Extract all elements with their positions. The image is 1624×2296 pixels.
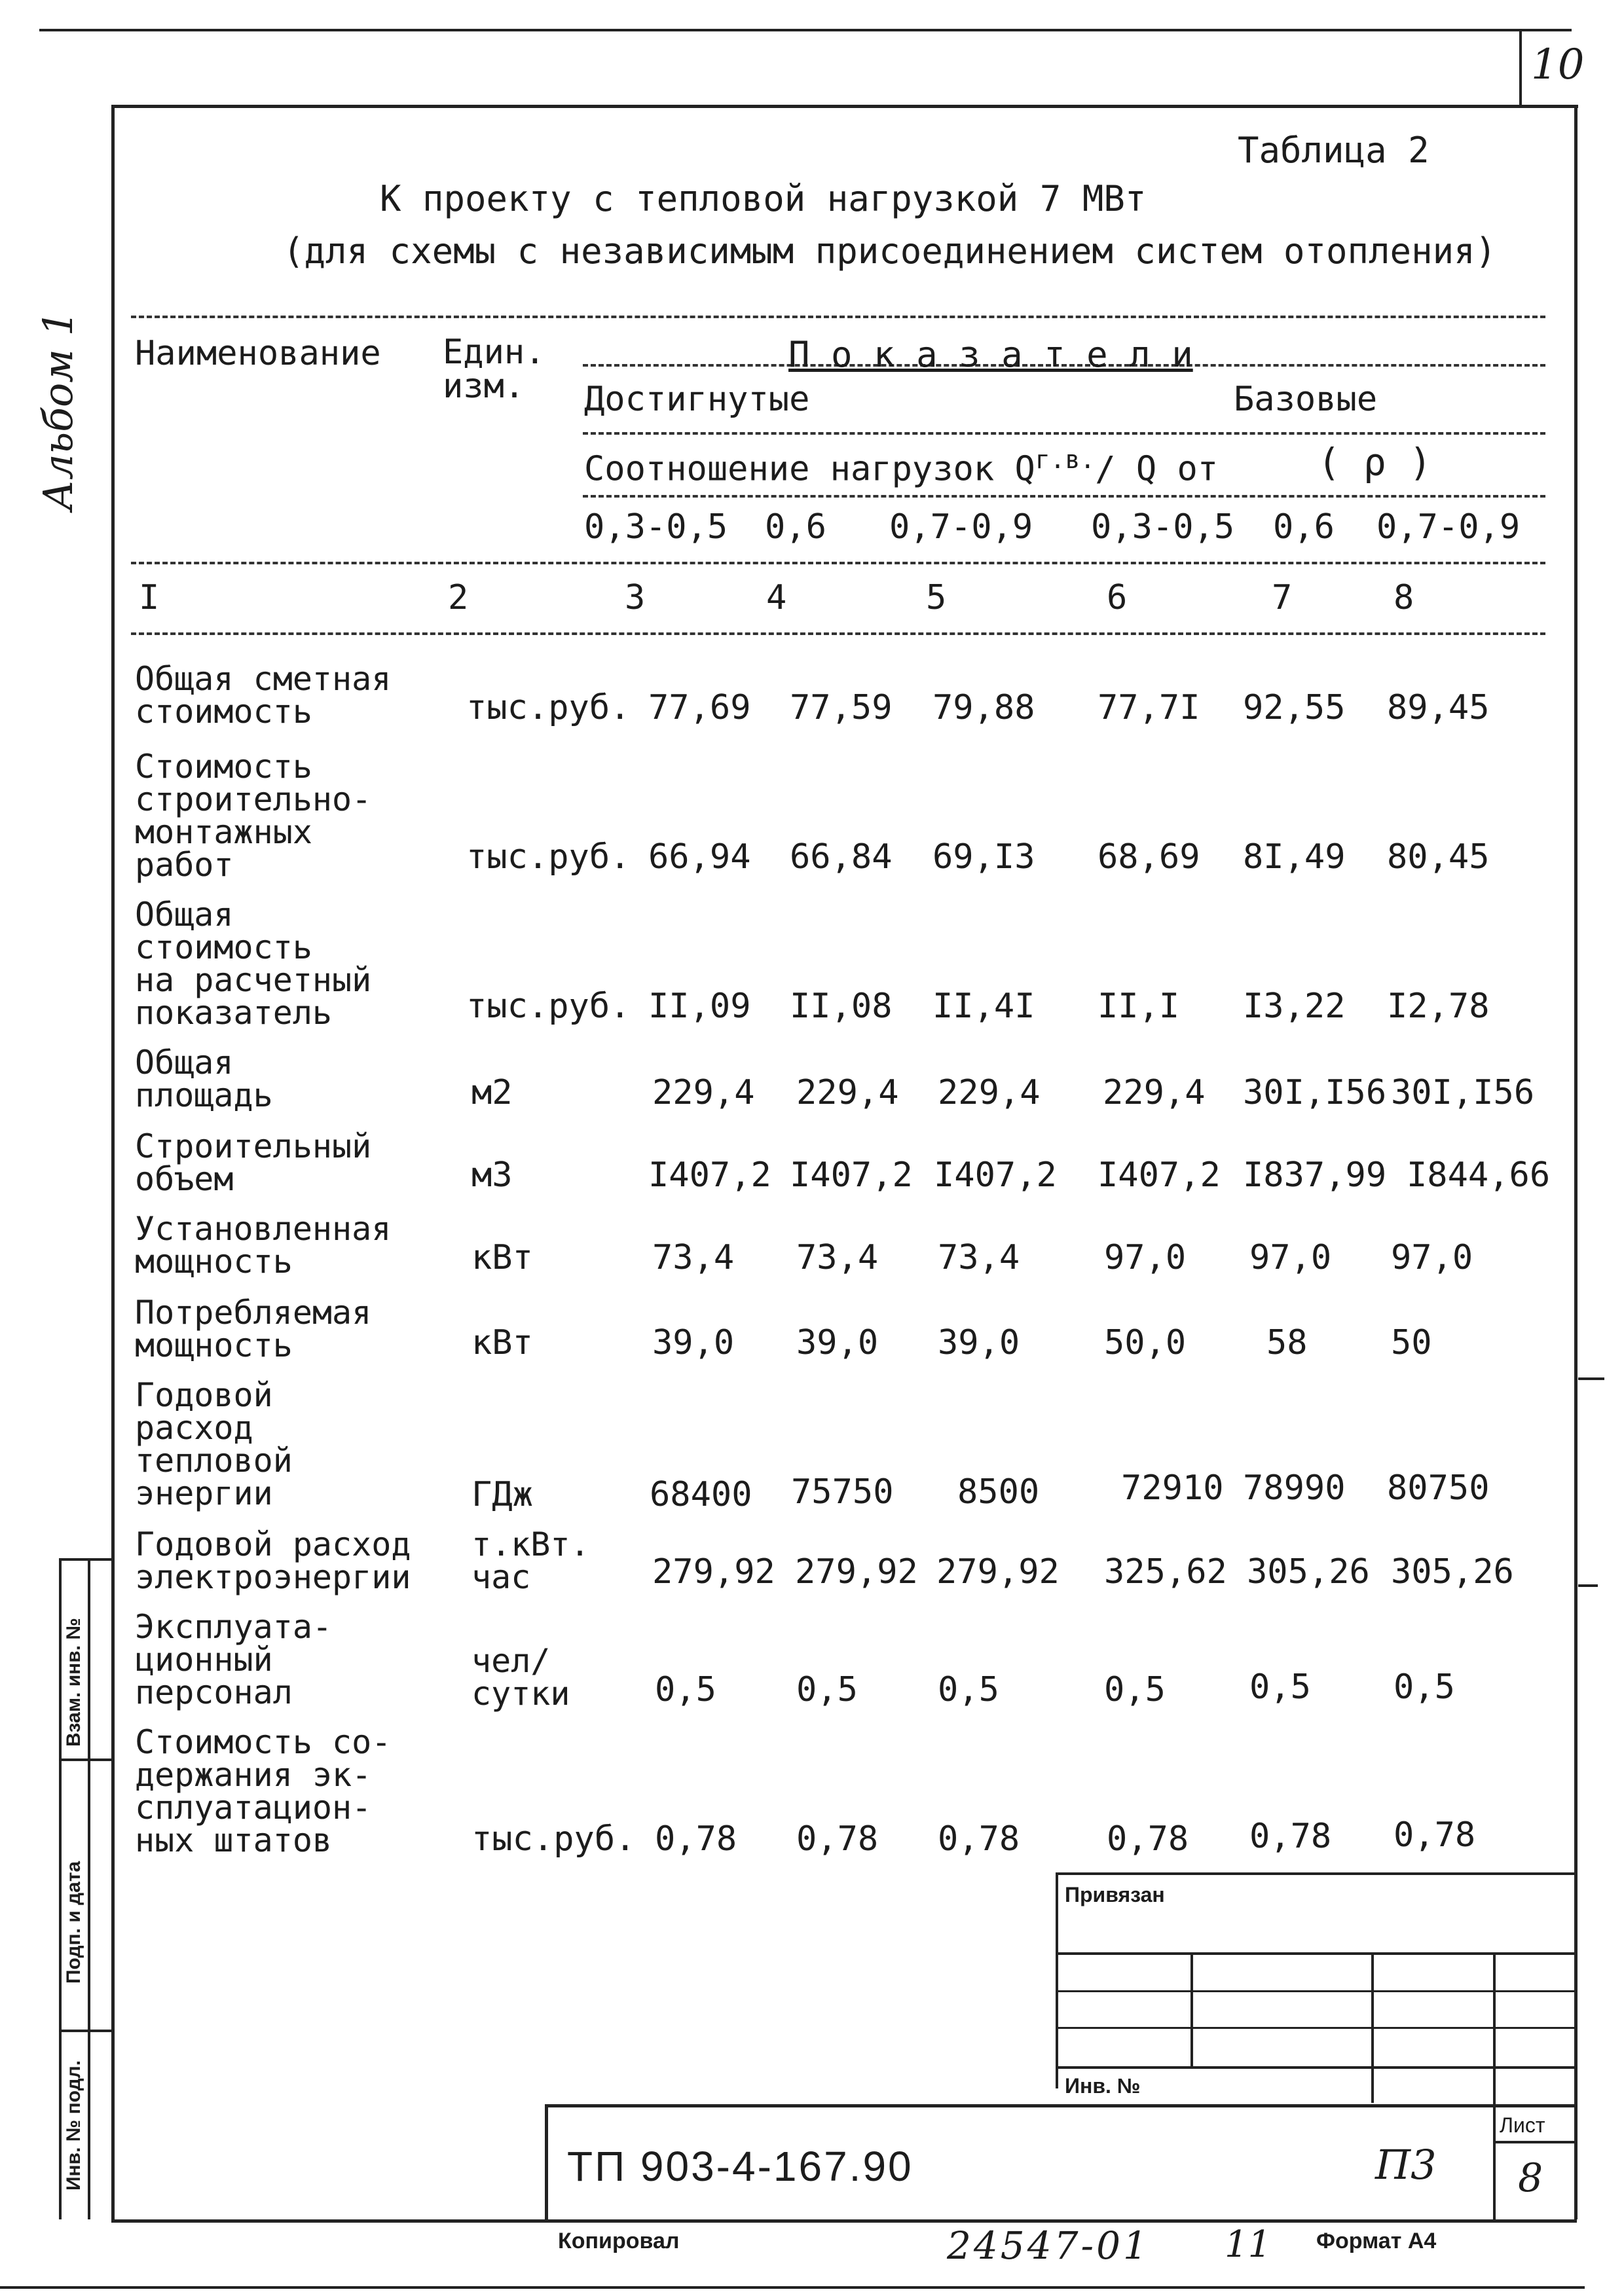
row-4-name: Общая площадь [135, 1044, 273, 1114]
title-block-left [545, 2104, 548, 2219]
row-9-v1: 279,92 [652, 1552, 775, 1592]
row-6-v1: 73,4 [652, 1238, 735, 1277]
row-1-name: Общая сметная стоимость [135, 660, 392, 731]
row-11-unit: тыс.руб. [471, 1819, 636, 1859]
footer-bottom-line [0, 2286, 1585, 2289]
album-label: Альбом 1 [34, 310, 82, 511]
row-9-v4: 325,62 [1104, 1552, 1227, 1592]
row-5-v5: I837,99 [1243, 1156, 1387, 1195]
row-8-v6: 80750 [1387, 1468, 1490, 1508]
row-4-v1: 229,4 [652, 1073, 755, 1112]
row-2-v3: 69,I3 [932, 837, 1035, 877]
sheet-label: Лист [1500, 2113, 1545, 2137]
row-9-v2: 279,92 [795, 1552, 918, 1592]
inv-no-label: Инв. № [1065, 2074, 1141, 2098]
col-number-4: 4 [766, 578, 787, 617]
frame-right-line [1574, 105, 1578, 2219]
edge-mark-2 [1578, 1584, 1598, 1587]
row-3-v5: I3,22 [1243, 987, 1346, 1026]
row-6-v5: 97,0 [1249, 1238, 1332, 1277]
row-4-v4: 229,4 [1103, 1073, 1206, 1112]
bound-grid-h3 [1056, 2027, 1574, 2029]
col-number-8: 8 [1393, 578, 1414, 617]
row-11-v2: 0,78 [796, 1819, 879, 1859]
row-5-v4: I407,2 [1098, 1156, 1221, 1195]
row-4-v6: 30I,I56 [1391, 1073, 1535, 1112]
row-1-v6: 89,45 [1387, 688, 1490, 727]
header-name: Наименование [135, 334, 381, 373]
side-label-inv-orig: Инв. № подл. [63, 2060, 84, 2191]
copied-label: Копировал [558, 2229, 680, 2253]
header-achieved: Достигнутые [584, 380, 810, 419]
row-2-v4: 68,69 [1098, 837, 1200, 877]
bound-stamp-left [1056, 1872, 1058, 2088]
side-stamp-div-2 [59, 2030, 111, 2032]
col-number-6: 6 [1107, 578, 1128, 617]
row-4-v2: 229,4 [796, 1073, 899, 1112]
range-2: 0,6 [765, 507, 826, 547]
header-bottom-line [131, 562, 1545, 564]
frame-left-line [111, 105, 115, 2219]
row-4-v5: 30I,I56 [1243, 1073, 1387, 1112]
row-7-v2: 39,0 [796, 1323, 879, 1362]
range-6: 0,7-0,9 [1376, 507, 1521, 547]
row-9-v5: 305,26 [1247, 1552, 1370, 1592]
ratio-mid-text: / Q от [1095, 449, 1219, 489]
range-1: 0,3-0,5 [584, 507, 728, 547]
row-2-unit: тыс.руб. [466, 837, 631, 877]
bound-grid-v3 [1493, 1952, 1496, 2219]
bound-grid-v1 [1190, 1952, 1193, 2066]
row-6-v3: 73,4 [938, 1238, 1020, 1277]
col-number-1: I [139, 578, 160, 617]
row-6-v6: 97,0 [1391, 1238, 1473, 1277]
row-1-v2: 77,59 [790, 688, 893, 727]
row-2-v2: 66,84 [790, 837, 893, 877]
edge-mark-1 [1578, 1377, 1604, 1380]
col-number-5: 5 [926, 578, 947, 617]
col-number-2: 2 [448, 578, 469, 617]
header-ratio [584, 445, 1218, 488]
header-indicators: П о к а з а т е л и [788, 334, 1193, 375]
row-3-v3: II,4I [932, 987, 1035, 1026]
frame-bottom-line [111, 2219, 1577, 2223]
bound-stamp-top [1056, 1872, 1574, 1875]
row-10-v6: 0,5 [1393, 1667, 1455, 1707]
title-line-1: К проекту с тепловой нагрузкой 7 МВт [380, 178, 1147, 219]
row-6-unit: кВт [471, 1238, 533, 1277]
doc-code: ТП 903-4-167.90 [567, 2143, 913, 2190]
row-3-unit: тыс.руб. [466, 987, 631, 1026]
row-7-v6: 50 [1391, 1323, 1432, 1362]
row-6-v4: 97,0 [1104, 1238, 1187, 1277]
range-5: 0,6 [1273, 507, 1335, 547]
row-1-v4: 77,7I [1098, 688, 1200, 727]
row-3-v2: II,08 [790, 987, 893, 1026]
bound-label: Привязан [1065, 1883, 1165, 1906]
row-11-v6: 0,78 [1393, 1815, 1476, 1855]
row-11-v1: 0,78 [655, 1819, 737, 1859]
row-8-v1: 68400 [650, 1475, 752, 1514]
row-5-v6: I844,66 [1407, 1156, 1551, 1195]
row-1-v5: 92,55 [1243, 688, 1346, 727]
row-7-v5: 58 [1266, 1323, 1308, 1362]
row-10-v1: 0,5 [655, 1670, 716, 1709]
row-3-v6: I2,78 [1387, 987, 1490, 1026]
row-3-name: Общая стоимость на расчетный показатель [135, 896, 372, 1032]
side-label-sign-date: Подп. и дата [63, 1861, 84, 1984]
row-8-v3: 8500 [957, 1472, 1040, 1512]
row-7-v1: 39,0 [652, 1323, 735, 1362]
row-6-name: Установленная мощность [135, 1210, 392, 1281]
row-9-unit: т.кВт. час [471, 1525, 590, 1596]
range-3: 0,7-0,9 [889, 507, 1033, 547]
side-stamp-div-1 [59, 1758, 111, 1761]
row-4-v3: 229,4 [938, 1073, 1041, 1112]
bound-grid-h2 [1056, 1990, 1574, 1992]
row-8-name: Годовой расход тепловой энергии [135, 1376, 293, 1512]
row-2-name: Стоимость строительно- монтажных работ [135, 748, 372, 884]
row-5-unit: м3 [471, 1156, 513, 1195]
row-8-v2: 75750 [791, 1472, 894, 1512]
bound-grid-v2 [1371, 1952, 1374, 2103]
row-6-v2: 73,4 [796, 1238, 879, 1277]
row-5-v3: I407,2 [934, 1156, 1057, 1195]
row-5-v1: I407,2 [648, 1156, 771, 1195]
row-1-v1: 77,69 [648, 688, 751, 727]
row-8-v5: 78990 [1243, 1468, 1346, 1508]
row-10-v4: 0,5 [1104, 1670, 1166, 1709]
row-3-v1: II,09 [648, 987, 751, 1026]
row-2-v1: 66,94 [648, 837, 751, 877]
row-7-unit: кВт [471, 1323, 533, 1362]
row-8-v4: 72910 [1121, 1468, 1224, 1508]
col-number-3: 3 [625, 578, 646, 617]
sheet-label-line [1493, 2141, 1574, 2143]
frame-top-line [111, 105, 1578, 108]
order-number: 24547-01 [947, 2223, 1150, 2268]
section-code: П3 [1375, 2141, 1437, 2189]
ratio-superscript: г.в. [1035, 445, 1096, 474]
row-9-name: Годовой расход электроэнергии [135, 1525, 411, 1596]
page-number: 10 [1531, 41, 1585, 89]
row-5-v2: I407,2 [790, 1156, 913, 1195]
row-10-v5: 0,5 [1249, 1667, 1311, 1707]
row-11-v5: 0,78 [1249, 1817, 1332, 1856]
sheet-number: 8 [1518, 2155, 1543, 2201]
row-7-v4: 50,0 [1104, 1323, 1187, 1362]
row-4-unit: м2 [471, 1073, 513, 1112]
table-top-line [131, 316, 1545, 318]
row-9-v6: 305,26 [1391, 1552, 1514, 1592]
range-4: 0,3-0,5 [1091, 507, 1235, 547]
title-line-2: (для схемы с независимым присоединением систем отопления) [283, 230, 1497, 272]
header-unit: Един. изм. [443, 333, 545, 406]
ratio-text: Соотношение нагрузок Q [584, 449, 1035, 489]
title-block-top [545, 2104, 1574, 2107]
side-label-replace-inv: Взам. инв. № [63, 1618, 84, 1747]
row-3-v4: II,I [1098, 987, 1180, 1026]
row-5-name: Строительный объем [135, 1127, 372, 1198]
header-base: Базовые [1234, 380, 1378, 419]
ratio-line [583, 495, 1545, 498]
format-label: Формат А4 [1316, 2229, 1437, 2253]
bound-grid-h4 [1056, 2066, 1574, 2069]
row-7-v3: 39,0 [938, 1323, 1020, 1362]
row-2-v6: 80,45 [1387, 837, 1490, 877]
row-11-v4: 0,78 [1107, 1819, 1189, 1859]
row-10-v3: 0,5 [938, 1670, 999, 1709]
bound-grid-h1 [1056, 1952, 1574, 1955]
col-number-7: 7 [1272, 578, 1293, 617]
row-10-unit: чел/ сутки [471, 1642, 570, 1713]
side-stamp-inner [88, 1558, 90, 2219]
row-1-v3: 79,88 [932, 688, 1035, 727]
row-7-name: Потребляемая мощность [135, 1294, 372, 1364]
ratio-rho: ( ρ ) [1318, 440, 1432, 484]
row-2-v5: 8I,49 [1243, 837, 1346, 877]
row-1-unit: тыс.руб. [466, 688, 631, 727]
top-outer-line [39, 29, 1572, 31]
row-11-v3: 0,78 [938, 1819, 1020, 1859]
row-8-unit: ГДж [471, 1475, 533, 1514]
table-label: Таблица 2 [1238, 130, 1430, 171]
row-10-v2: 0,5 [796, 1670, 858, 1709]
page-number-box-left [1519, 29, 1522, 105]
row-10-name: Эксплуата- ционный персонал [135, 1608, 333, 1711]
achieved-line [583, 432, 1545, 435]
side-stamp-outer-left [59, 1558, 62, 2219]
side-stamp-top [59, 1558, 111, 1561]
footer-page: 11 [1225, 2223, 1272, 2266]
col-numbers-line [131, 632, 1545, 635]
row-11-name: Стоимость со- держания эк- сплуатацион- ных штатов [135, 1723, 392, 1859]
row-9-v3: 279,92 [936, 1552, 1060, 1592]
